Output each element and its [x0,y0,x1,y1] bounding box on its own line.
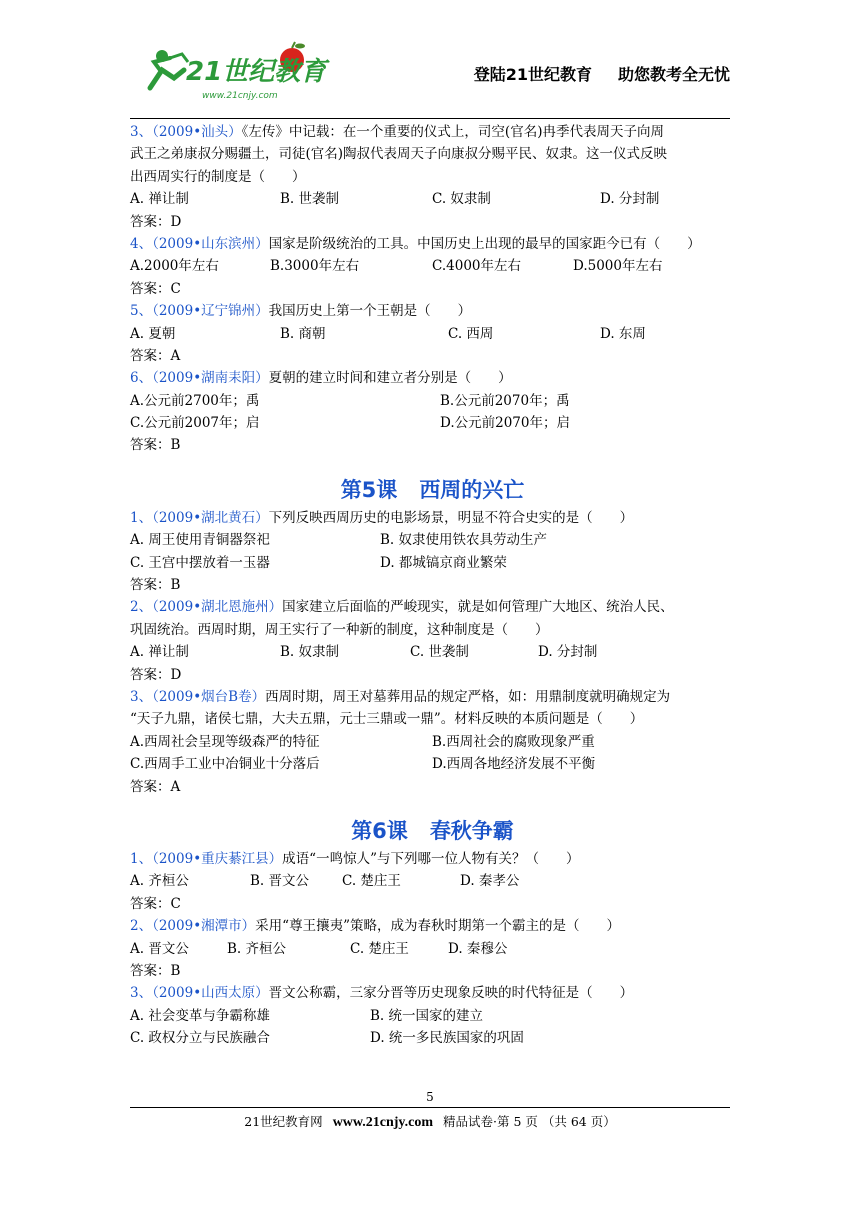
options-row [130,390,735,412]
page-header [130,40,730,119]
question-source: （2009•湘潭市） [152,918,256,935]
option-choice: C. 楚庄王 [342,873,401,890]
option-choice: D. 东周 [600,325,646,342]
question-text: 国家建立后面临的严峻现实，就是如何管理广大地区、统治人民、 [282,599,674,616]
question-line [130,848,735,870]
option-choice: A. 社会变革与争霸称雄 [130,1007,270,1024]
question-number: 1、 [130,509,153,526]
options-row [130,323,735,345]
options-row [130,641,735,663]
options-row [130,870,735,892]
option-choice: C. 奴隶制 [432,191,491,208]
question-text: 采用“尊王攘夷”策略，成为春秋时期第一个霸主的是（ ） [255,918,620,935]
option-choice: C. 西周 [448,325,494,342]
footer-site-link[interactable]: www.21cnjy.com [332,1115,434,1130]
option-choice: A.西周社会呈现等级森严的特征 [130,733,320,750]
question-line [130,982,735,1004]
option-choice: D.5000年左右 [573,258,663,275]
question-number: 3、 [130,985,153,1002]
text-line: 出西周实行的制度是（ ） [130,168,306,185]
option-choice: C. 王宫中摆放着一玉器 [130,554,270,571]
question-text: 我国历史上第一个王朝是（ ） [268,303,472,320]
option-choice: A. 周王使用青铜器祭祀 [130,532,270,549]
lesson-number: 第5课 [340,477,398,502]
page-footer [130,1107,730,1131]
option-choice: C.4000年左右 [432,258,521,275]
option-choice: D.西周各地经济发展不平衡 [432,756,596,773]
options-row [130,529,735,551]
question-number: 1、 [130,850,153,867]
footer-page-info: 精品试卷·第 5 页 （共 64 页） [443,1114,616,1129]
question-source: （2009•湖北黄石） [152,509,269,526]
option-choice: D. 秦穆公 [448,940,508,957]
option-choice: B. 商朝 [280,325,326,342]
question-line [130,300,735,322]
option-choice: B. 晋文公 [250,873,310,890]
answer-line: 答案：A [130,347,181,364]
question-source: （2009•汕头） [152,124,242,140]
question-line [130,686,735,708]
question-source: （2009•山西太原） [152,985,269,1002]
question-line [130,121,735,143]
option-choice: C. 政权分立与民族融合 [130,1030,270,1047]
answer-line: 答案：D [130,213,182,230]
footer-site-name: 21世纪教育网 [244,1114,323,1129]
lesson-title: 春秋争霸 [429,818,514,843]
question-line [130,367,735,389]
options-row [130,938,735,960]
text-line: “天子九鼎，诸侯七鼎，大夫五鼎，元士三鼎或一鼎”。材料反映的本质问题是（ ） [130,711,644,728]
logo-url: www.21cnjy.com [202,91,278,101]
options-row [130,1027,735,1049]
option-choice: A. 齐桓公 [130,873,189,890]
question-number: 3、 [130,688,153,705]
spacer [130,457,735,473]
option-choice: D. 分封制 [600,191,660,208]
page-number: 5 [426,1090,434,1104]
text-line: 武王之弟康叔分赐疆土，司徒(官名)陶叔代表周天子向康叔分赐平民、奴隶。这一仪式反映 [130,146,668,163]
question-text: 下列反映西周历史的电影场景，明显不符合史实的是（ ） [268,509,634,526]
option-choice: D.公元前2070年；启 [440,415,570,432]
question-text: 国家是阶级统治的工具。中国历史上出现的最早的国家距今已有（ ） [268,235,701,252]
question-source: （2009•湖南耒阳） [152,370,269,387]
option-choice: C.公元前2007年；启 [130,415,260,432]
option-choice: A. 禅让制 [130,191,189,208]
question-source: （2009•重庆綦江县） [152,850,283,867]
option-choice: B. 齐桓公 [227,940,287,957]
spacer [130,798,735,814]
option-choice: C.西周手工业中冶铜业十分落后 [130,756,320,773]
question-source: （2009•辽宁锦州） [152,303,269,320]
option-choice: A.2000年左右 [130,258,219,275]
option-choice: B.西周社会的腐败现象严重 [432,733,595,750]
option-choice: A.公元前2700年；禹 [130,392,260,409]
lesson-heading [130,473,735,507]
logo-text: 21世纪教育 [186,57,327,87]
question-source: （2009•山东滨州） [152,235,269,252]
answer-line: 答案：C [130,280,181,297]
answer-line: 答案：B [130,962,181,979]
logo-graphic [140,40,330,110]
option-choice: A. 夏朝 [130,325,176,342]
option-choice: B. 统一国家的建立 [370,1007,484,1024]
site-logo[interactable] [140,40,330,110]
question-number: 4、 [130,235,153,252]
options-row [130,552,735,574]
question-text: 晋文公称霸，三家分晋等历史现象反映的时代特征是（ ） [268,985,634,1002]
question-number: 2、 [130,918,153,935]
question-number: 6、 [130,370,153,387]
option-choice: B. 世袭制 [280,191,340,208]
answer-line: 答案：C [130,895,181,912]
question-line [130,233,735,255]
lesson-title: 西周的兴亡 [419,477,525,502]
option-choice: B. 奴隶使用铁农具劳动生产 [380,532,548,549]
options-row [130,753,735,775]
option-choice: B. 奴隶制 [280,644,340,661]
answer-line: 答案：B [130,577,181,594]
option-choice: D. 统一多民族国家的巩固 [370,1030,524,1047]
option-choice: C. 楚庄王 [350,940,409,957]
option-choice: D. 秦孝公 [460,873,520,890]
question-text: 西周时期，周王对墓葬用品的规定严格，如：用鼎制度就明确规定为 [265,688,671,705]
lesson-number: 第6课 [351,818,408,843]
option-choice: B.3000年左右 [270,258,360,275]
options-row [130,255,735,277]
options-row [130,412,735,434]
options-row [130,731,735,753]
lesson-heading [130,814,735,848]
question-text: 《左传》中记载：在一个重要的仪式上，司空(官名)冉季代表周天子向周 [241,124,664,140]
question-text: 成语“一鸣惊人”与下列哪一位人物有关？（ ） [282,850,580,867]
question-number: 5、 [130,303,153,320]
question-content [130,121,735,1049]
question-source: （2009•烟台B卷） [152,688,266,705]
question-line [130,915,735,937]
option-choice: A. 晋文公 [130,940,189,957]
question-source: （2009•湖北恩施州） [152,599,283,616]
answer-line: 答案：A [130,778,181,795]
question-line [130,596,735,618]
question-number: 3、 [130,124,153,140]
option-choice: B.公元前2070年；禹 [440,392,570,409]
slogan-right: 助您教考全无忧 [617,65,730,84]
options-row [130,188,735,210]
text-line: 巩固统治。西周时期，周王实行了一种新的制度，这种制度是（ ） [130,621,549,638]
answer-line: 答案：D [130,666,182,683]
question-text: 夏朝的建立时间和建立者分别是（ ） [268,370,512,387]
question-number: 2、 [130,599,153,616]
question-line [130,507,735,529]
slogan-left: 登陆21世纪教育 [473,65,592,84]
option-choice: A. 禅让制 [130,644,189,661]
option-choice: D. 都城镐京商业繁荣 [380,554,507,571]
option-choice: C. 世袭制 [410,644,469,661]
header-slogan [474,62,730,85]
option-choice: D. 分封制 [538,644,598,661]
options-row [130,1005,735,1027]
answer-line: 答案：B [130,437,181,454]
